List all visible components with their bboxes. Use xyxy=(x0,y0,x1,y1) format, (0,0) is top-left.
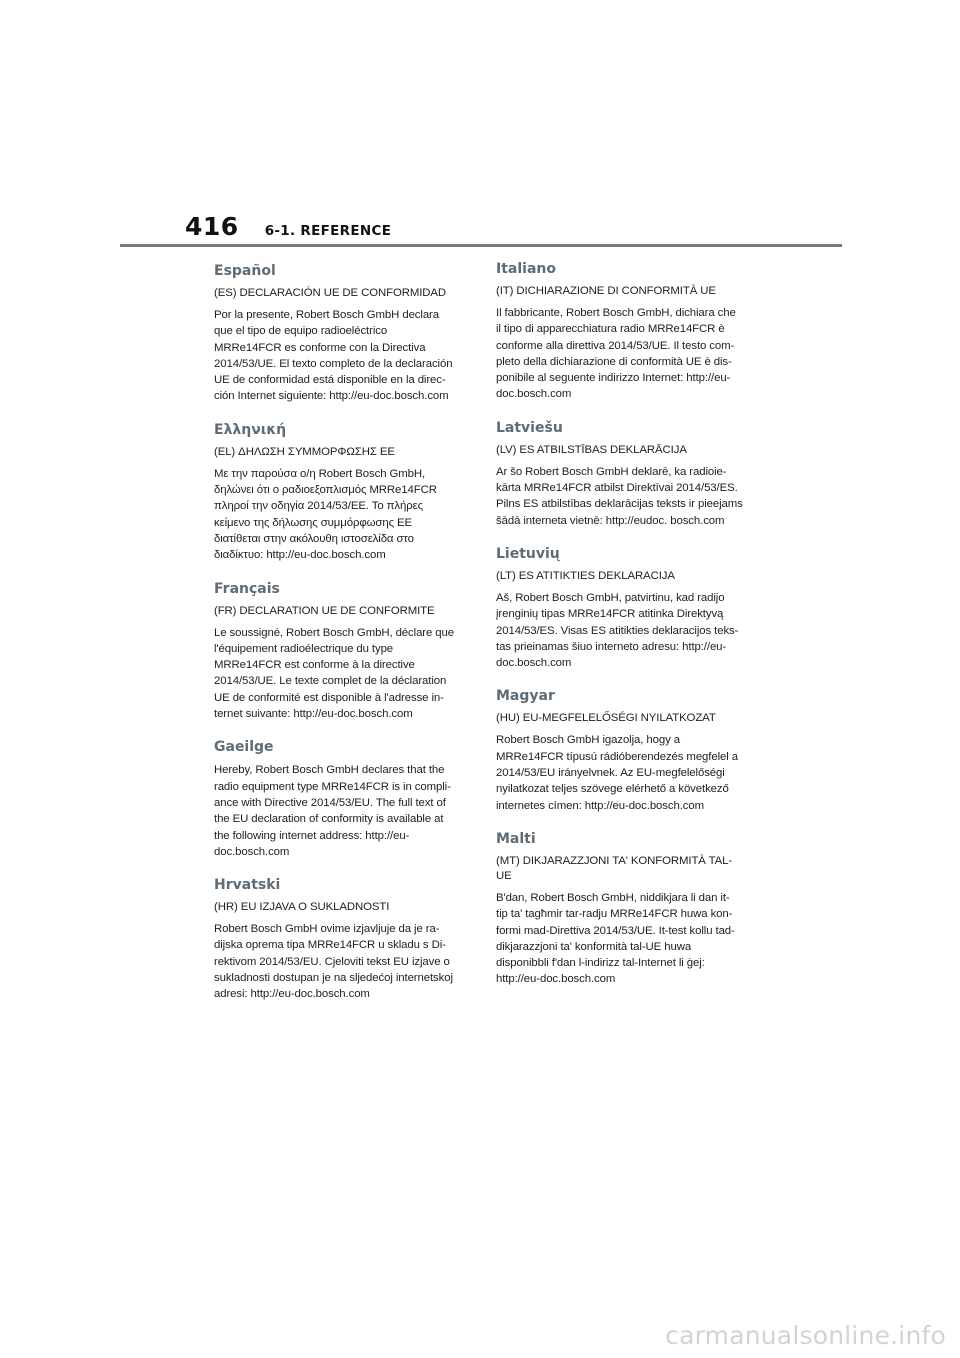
body-line: rektivom 2014/53/EU. Cjeloviti tekst EU izjave o xyxy=(214,955,450,968)
body-line: δηλώνει ότι ο ραδιοεξοπλισμός MRRe14FCR xyxy=(214,484,437,497)
body-line: 2014/53/UE. El texto completo de la declaración xyxy=(214,357,453,370)
language-subtitle: (HR) EU IZJAVA O SUKLADNOSTI xyxy=(214,901,390,914)
body-line: doc.bosch.com xyxy=(496,388,572,401)
language-body xyxy=(214,307,470,405)
language-body xyxy=(496,890,752,988)
body-line: internetes címen: http://eu-doc.bosch.com xyxy=(496,799,705,812)
language-subtitle: (EL) ΔΗΛΩΣΗ ΣΥΜΜΟΡΦΩΣΗΣ ΕΕ xyxy=(214,445,395,458)
language-body xyxy=(214,466,470,564)
language-subtitle: (MT) DIKJARAZZJONI TA' KONFORMITÀ TAL- UE xyxy=(496,854,733,882)
body-line: tip ta' tagħmir tar-radju MRRe14FCR huwa kon- xyxy=(496,908,733,921)
language-title: Malti xyxy=(496,830,536,847)
body-line: 2014/53/EU irányelvnek. Az EU-megfelelőségi xyxy=(496,767,725,780)
language-section-it xyxy=(496,260,752,403)
body-line: ción Internet siguiente: http://eu-doc.bosch.com xyxy=(214,390,449,403)
body-line: http://eu-doc.bosch.com xyxy=(496,973,616,986)
language-body xyxy=(214,762,470,860)
body-line: il tipo di apparecchiatura radio MRRe14FCR è xyxy=(496,323,725,336)
language-body xyxy=(214,625,470,723)
language-section-mt xyxy=(496,830,752,988)
body-line: διατίθεται στην ακόλουθη ιστοσελίδα στο xyxy=(214,532,414,545)
body-line: B'dan, Robert Bosch GmbH, niddikjara li dan it- xyxy=(496,891,730,904)
language-subtitle: (IT) DICHIARAZIONE DI CONFORMITÀ UE xyxy=(496,285,716,297)
body-line: Με την παρούσα ο/η Robert Bosch GmbH, xyxy=(214,467,426,480)
language-body xyxy=(496,590,752,671)
body-line: διαδίκτυο: http://eu-doc.bosch.com xyxy=(214,549,386,562)
body-line: MRRe14FCR es conforme con la Directiva xyxy=(214,341,426,354)
page-header xyxy=(185,212,391,246)
body-line: UE de conformidad está disponible en la direc- xyxy=(214,374,446,387)
body-line: MRRe14FCR típusú rádióberendezés megfelel a xyxy=(496,750,738,763)
header-divider xyxy=(120,244,842,247)
body-line: UE de conformité est disponible à l'adresse in- xyxy=(214,691,444,704)
language-body xyxy=(496,732,752,813)
language-subtitle: (ES) DECLARACIÓN UE DE CONFORMIDAD xyxy=(214,287,447,299)
body-line: Robert Bosch GmbH igazolja, hogy a xyxy=(496,734,681,747)
left-column xyxy=(214,262,470,1019)
body-line: MRRe14FCR est conforme à la directive xyxy=(214,659,415,672)
language-section-hr xyxy=(214,876,470,1002)
language-section-fr xyxy=(214,580,470,723)
language-body xyxy=(496,305,752,403)
language-title: Français xyxy=(214,580,280,597)
body-line: pleto della dichiarazione di conformità UE è dis- xyxy=(496,355,732,368)
language-section-el xyxy=(214,421,470,564)
body-line: doc.bosch.com xyxy=(214,845,290,858)
body-line: nyilatkozat teljes szövege elérhető a következő xyxy=(496,783,729,796)
page-number: 416 xyxy=(185,212,239,241)
language-body xyxy=(214,921,470,1002)
language-section-lv xyxy=(496,419,752,529)
language-title: Hrvatski xyxy=(214,877,281,894)
body-line: dijska oprema tipa MRRe14FCR u skladu s Di- xyxy=(214,939,446,952)
body-line: the EU declaration of conformity is available at xyxy=(214,813,444,826)
body-line: Por la presente, Robert Bosch GmbH declara xyxy=(214,309,439,321)
body-line: tas prieinamas šiuo interneto adresu: http://eu- xyxy=(496,640,727,653)
language-title: Latviešu xyxy=(496,419,563,436)
language-section-es xyxy=(214,262,470,405)
watermark: carmanualsonline.info xyxy=(665,1321,946,1350)
body-line: Le soussigné, Robert Bosch GmbH, déclare que xyxy=(214,626,454,639)
body-line: Pilns ES atbilstības deklarācijas teksts ir pieejams xyxy=(496,498,743,511)
language-section-lt xyxy=(496,545,752,671)
body-line: šādā interneta vietnē: http://eudoc. bosch.com xyxy=(496,514,725,527)
language-section-ga xyxy=(214,738,470,860)
body-line: Hereby, Robert Bosch GmbH declares that the xyxy=(214,764,445,777)
language-title: Magyar xyxy=(496,688,555,705)
body-line: įrenginių tipas MRRe14FCR atitinka Direktyvą xyxy=(496,608,724,621)
body-line: ternet suivante: http://eu-doc.bosch.com xyxy=(214,708,413,721)
body-line: dikjarazzjoni ta' konformità tal-UE huwa xyxy=(496,940,692,953)
right-column xyxy=(496,260,752,1004)
body-line: πληροί την οδηγία 2014/53/ΕΕ. Το πλήρες xyxy=(214,500,423,513)
language-title: Italiano xyxy=(496,261,556,277)
body-line: sukladnosti dostupan je na sljedećoj internetskoj xyxy=(214,972,453,985)
body-line: l'équipement radioélectrique du type xyxy=(214,642,394,655)
body-line: radio equipment type MRRe14FCR is in compli- xyxy=(214,780,451,793)
body-line: formi mad-Direttiva 2014/53/UE. It-test kollu tad- xyxy=(496,924,735,937)
language-subtitle: (FR) DECLARATION UE DE CONFORMITE xyxy=(214,604,435,617)
body-line: adresi: http://eu-doc.bosch.com xyxy=(214,988,370,1001)
language-body xyxy=(496,464,752,529)
language-subtitle: (HU) EU-MEGFELELŐSÉGI NYILATKOZAT xyxy=(496,712,716,725)
body-line: kārta MRRe14FCR atbilst Direktīvai 2014/53/ES. xyxy=(496,482,738,495)
body-line: disponibbli f'dan l-indirizz tal-Internet li ġej: xyxy=(496,957,705,970)
language-title: Lietuvių xyxy=(496,545,560,562)
body-line: conforme alla direttiva 2014/53/UE. Il testo com- xyxy=(496,339,735,352)
body-line: 2014/53/UE. Le texte complet de la déclaration xyxy=(214,675,447,688)
language-subtitle: (LV) ES ATBILSTĪBAS DEKLARĀCIJA xyxy=(496,443,687,456)
section-title: 6-1. REFERENCE xyxy=(264,223,392,239)
language-title: Ελληνική xyxy=(214,421,287,438)
body-line: Aš, Robert Bosch GmbH, patvirtinu, kad radijo xyxy=(496,591,725,604)
language-title: Gaeilge xyxy=(214,739,274,756)
language-title: Español xyxy=(214,263,276,279)
body-line: 2014/53/ES. Visas ES atitikties deklaracijos teks- xyxy=(496,624,739,637)
body-line: ponibile al seguente indirizzo Internet: http://eu- xyxy=(496,372,731,385)
body-line: Il fabbricante, Robert Bosch GmbH, dichiara che xyxy=(496,307,736,319)
body-line: Ar šo Robert Bosch GmbH deklarē, ka radioie- xyxy=(496,465,727,478)
language-subtitle: (LT) ES ATITIKTIES DEKLARACIJA xyxy=(496,569,675,582)
body-line: κείμενο της δήλωσης συμμόρφωσης ΕΕ xyxy=(214,516,413,529)
body-line: Robert Bosch GmbH ovime izjavljuje da je ra- xyxy=(214,923,440,936)
body-line: ance with Directive 2014/53/EU. The full text of xyxy=(214,796,446,809)
body-line: que el tipo de equipo radioeléctrico xyxy=(214,325,388,338)
body-line: doc.bosch.com xyxy=(496,657,572,670)
language-section-hu xyxy=(496,687,752,813)
body-line: the following internet address: http://eu- xyxy=(214,829,410,842)
